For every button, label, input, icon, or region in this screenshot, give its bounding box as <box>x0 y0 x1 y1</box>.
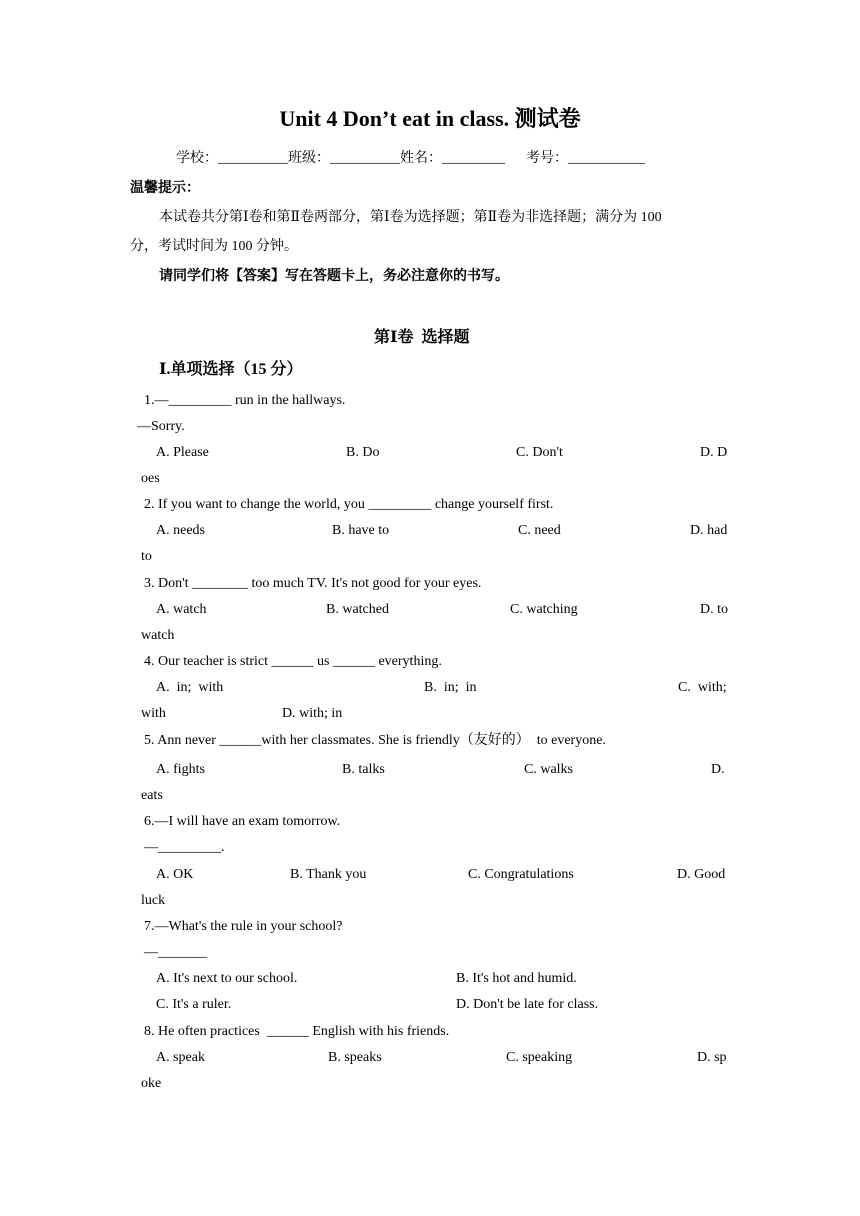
page-title: Unit 4 Don’t eat in class. 测试卷 <box>279 106 581 131</box>
question-stem: 3. Don't ________ too much TV. It's not good for your eyes. <box>144 576 482 591</box>
question-stem: 5. Ann never ______with her classmates. She is friendly（友好的） to everyone. <box>144 733 606 748</box>
option-d: D. to <box>700 602 728 617</box>
option-d-wrap: watch <box>141 628 175 643</box>
question-stem: 1.—_________ run in the hallways. <box>144 393 346 408</box>
option-b: B. watched <box>326 602 389 617</box>
option-c-wrap: with <box>141 706 166 721</box>
question-stem: 2. If you want to change the world, you _________ change yourself first. <box>144 497 554 512</box>
option-d-wrap: luck <box>141 893 166 908</box>
tips-heading: 温馨提示： <box>130 181 200 196</box>
option-d: D. <box>711 762 725 777</box>
option-a: A. Please <box>156 445 209 460</box>
tips-line-1: 本试卷共分第Ⅰ卷和第Ⅱ卷两部分，第Ⅰ卷为选择题；第Ⅱ卷为非选择题；满分为 100 <box>159 210 662 225</box>
tips-line-2: 分，考试时间为 100 分钟。 <box>130 239 298 254</box>
option-c: C. watching <box>510 602 578 617</box>
option-c: C. Congratulations <box>468 867 574 882</box>
question-stem: 7.—What's the rule in your school? <box>144 919 343 934</box>
part-title: Ⅰ.单项选择（15 分） <box>159 361 303 378</box>
option-a: A. fights <box>156 762 205 777</box>
option-d-wrap: eats <box>141 788 163 803</box>
option-b: B. Do <box>346 445 380 460</box>
option-a: A. speak <box>156 1050 205 1065</box>
option-b: B. It's hot and humid. <box>456 971 577 986</box>
option-c: C. It's a ruler. <box>156 997 232 1012</box>
option-c: C. need <box>518 523 561 538</box>
question-reply: —_________. <box>144 840 225 855</box>
option-a: A. It's next to our school. <box>156 971 298 986</box>
option-a: A. OK <box>156 867 194 882</box>
question-reply: —_______ <box>144 945 207 960</box>
option-c: C. Don't <box>516 445 563 460</box>
option-d: D. had <box>690 523 728 538</box>
option-d-wrap: oke <box>141 1076 162 1091</box>
section-title: 第Ⅰ卷 选择题 <box>374 329 470 346</box>
option-a: A. in; with <box>156 680 224 695</box>
option-d-wrap: oes <box>141 471 160 486</box>
option-d: D. D <box>700 445 728 460</box>
option-d: D. Don't be late for class. <box>456 997 599 1012</box>
option-d-wrap: to <box>141 549 152 564</box>
option-c: C. walks <box>524 762 573 777</box>
option-b: B. Thank you <box>290 867 367 882</box>
student-info-line: 学校：__________班级：__________姓名：_________ 考号：___________ <box>176 151 645 166</box>
option-a: A. needs <box>156 523 205 538</box>
tips-line-3: 请同学们将【答案】写在答题卡上，务必注意你的书写。 <box>159 269 509 284</box>
option-c: C. with; <box>678 680 727 695</box>
option-c: C. speaking <box>506 1050 573 1065</box>
option-d: D. Good <box>677 867 726 882</box>
question-stem: 6.—I will have an exam tomorrow. <box>144 814 341 829</box>
option-a: A. watch <box>156 602 207 617</box>
question-stem: 4. Our teacher is strict ______ us ______ everything. <box>144 654 442 669</box>
option-b: B. talks <box>342 762 385 777</box>
option-b: B. have to <box>332 523 390 538</box>
question-stem: 8. He often practices ______ English with his friends. <box>144 1024 450 1039</box>
option-d: D. with; in <box>282 706 343 721</box>
option-d: D. sp <box>697 1050 727 1065</box>
question-reply: —Sorry. <box>137 419 185 434</box>
option-b: B. in; in <box>424 680 477 695</box>
option-b: B. speaks <box>328 1050 382 1065</box>
